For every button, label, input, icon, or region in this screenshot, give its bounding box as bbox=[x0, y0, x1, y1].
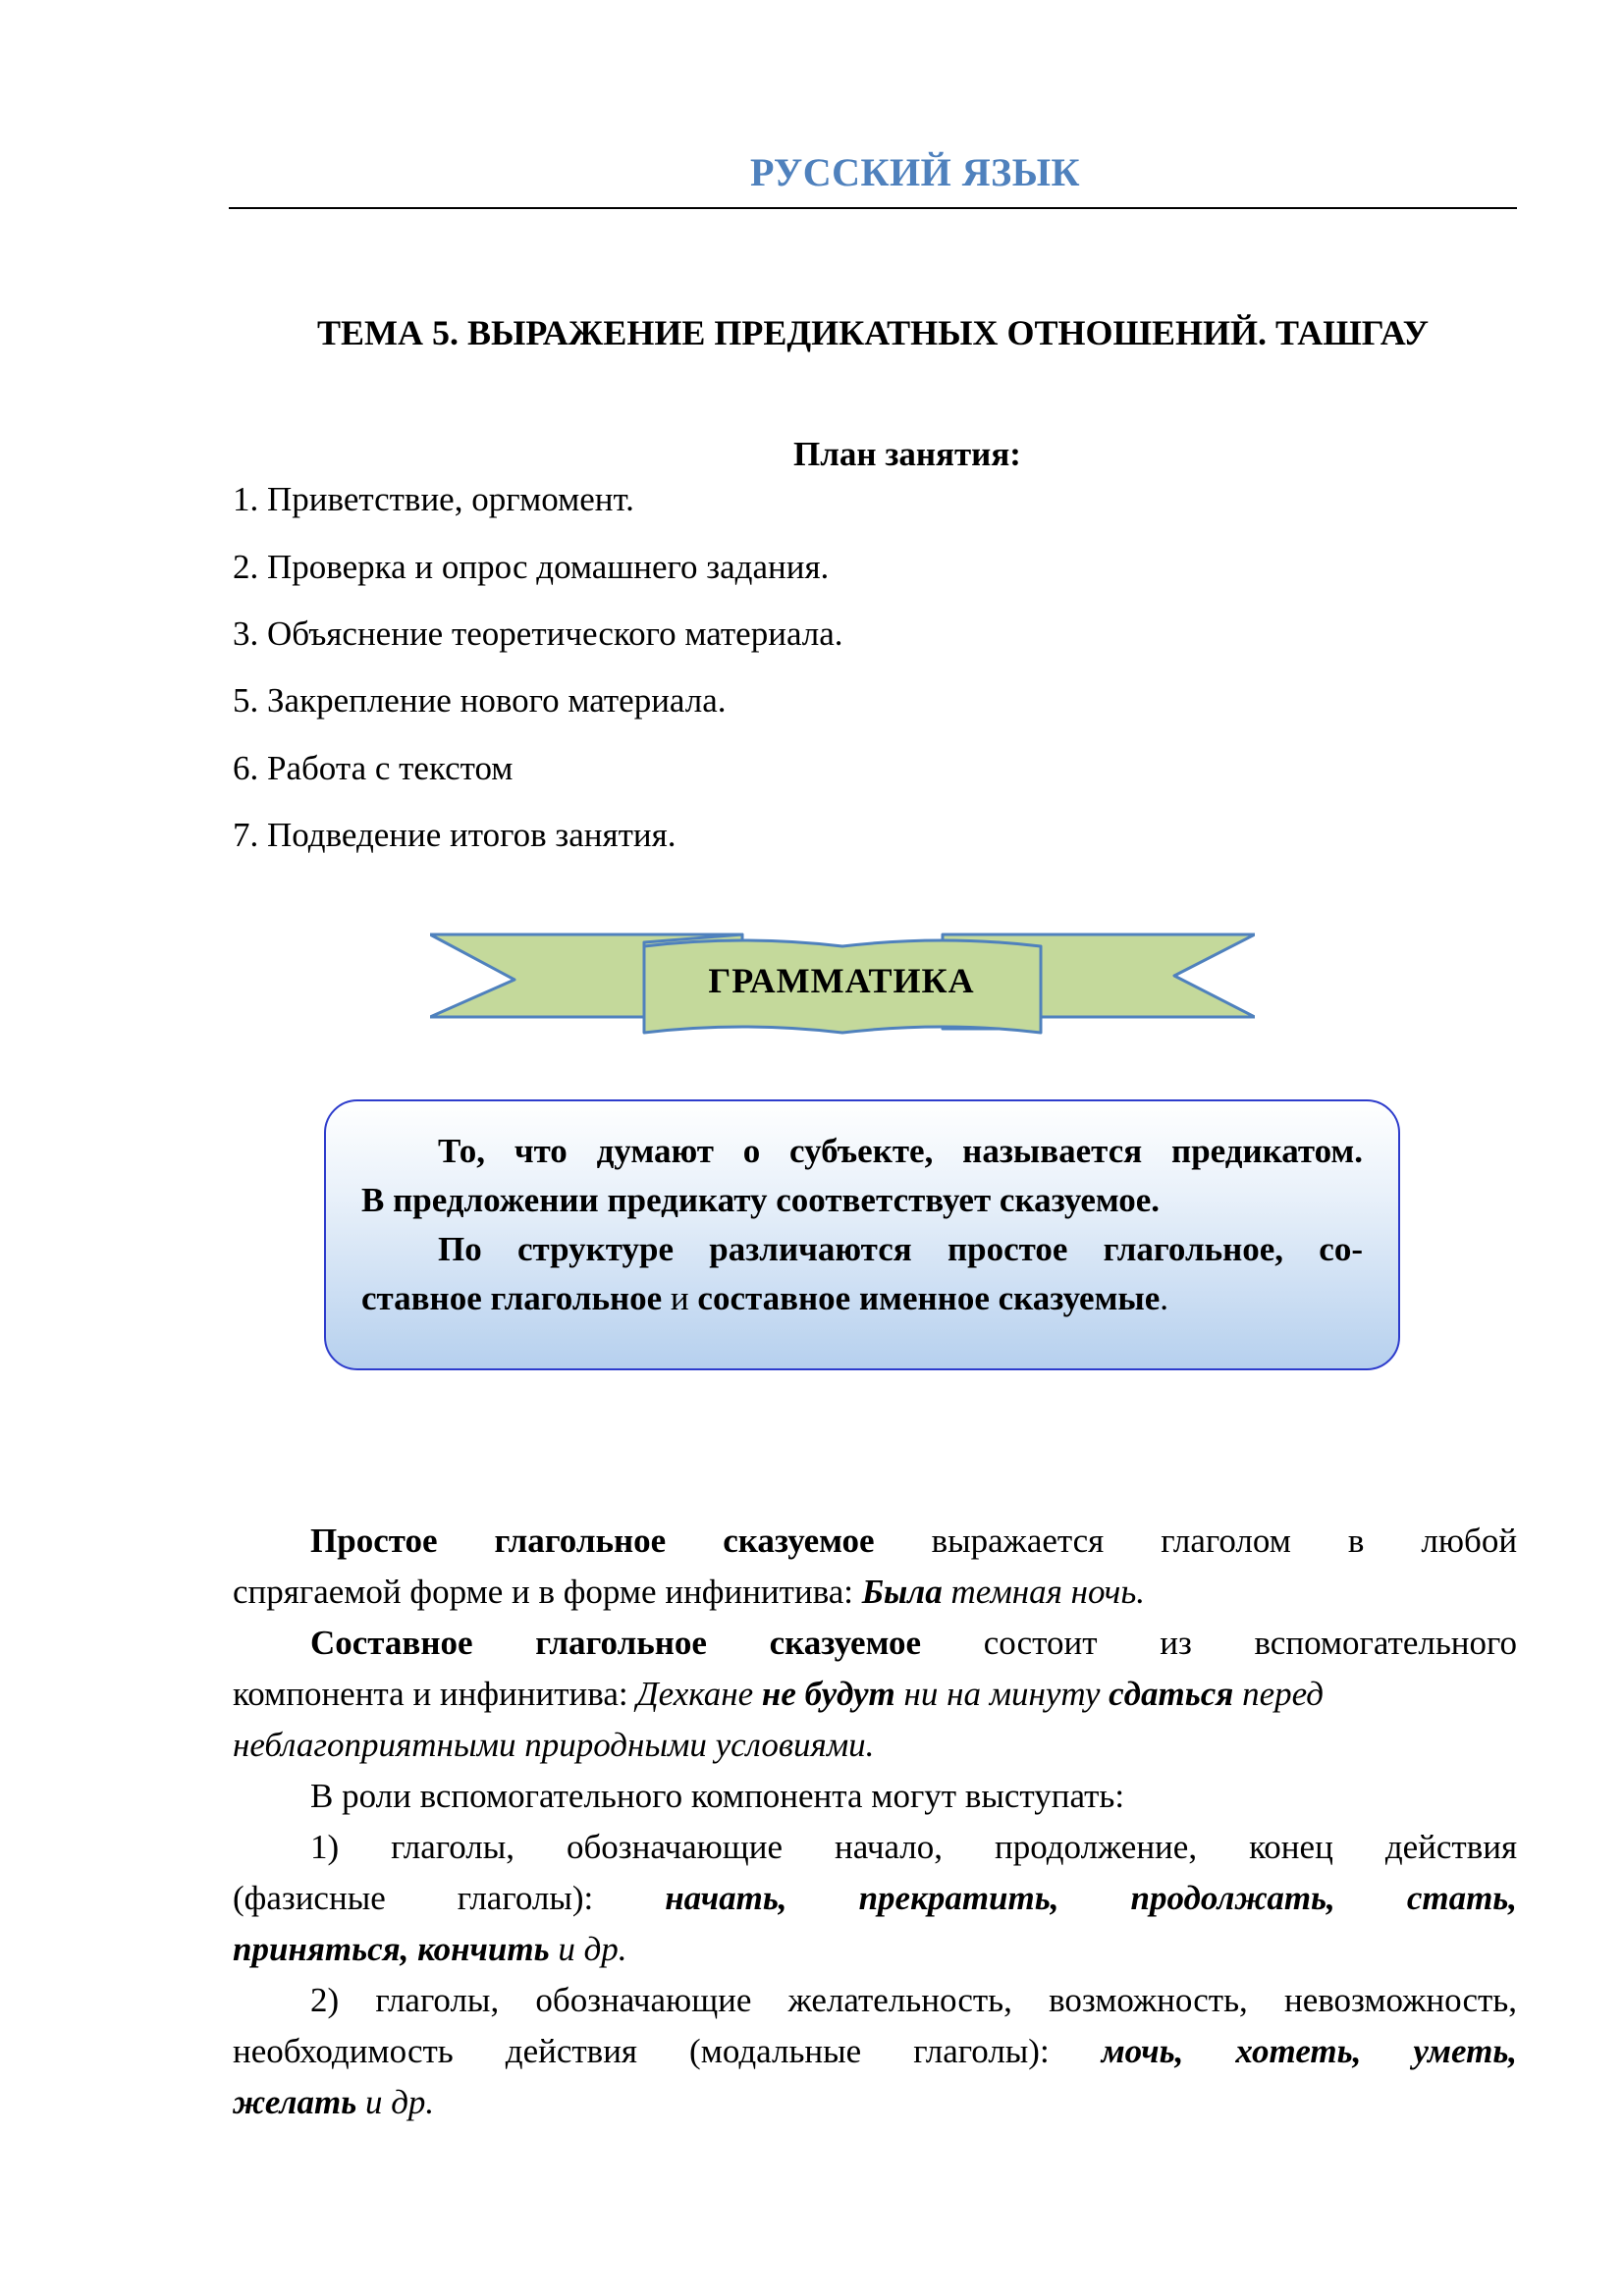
plan-heading: План занятия: bbox=[793, 435, 1021, 473]
plan-item: 2. Проверка и опрос домашнего задания. bbox=[233, 548, 830, 586]
plan-item: 1. Приветствие, оргмомент. bbox=[233, 480, 634, 518]
word: вспомогательного bbox=[1254, 1624, 1518, 1662]
word: любой bbox=[1421, 1522, 1518, 1560]
text: компонента и инфинитива: bbox=[233, 1675, 637, 1713]
term-word: сказуемое bbox=[723, 1522, 875, 1560]
term-word: глагольное bbox=[494, 1522, 667, 1560]
example: темная ночь. bbox=[942, 1573, 1146, 1611]
word: глаголы): bbox=[457, 1879, 594, 1917]
word: в bbox=[1347, 1522, 1365, 1560]
term-word: Составное bbox=[310, 1624, 473, 1662]
plan-item: 7. Подведение итогов занятия. bbox=[233, 816, 677, 854]
definition-line bbox=[361, 1274, 1363, 1323]
period: . bbox=[1160, 1279, 1169, 1317]
example-verb: желать bbox=[233, 2083, 357, 2121]
word: выражается bbox=[931, 1522, 1105, 1560]
example-verb: продолжать, bbox=[1130, 1879, 1335, 1917]
topic-title: ТЕМА 5. ВЫРАЖЕНИЕ ПРЕДИКАТНЫХ ОТНОШЕНИЙ. ТАШГАУ bbox=[317, 313, 1429, 352]
conjunction: и bbox=[662, 1279, 698, 1317]
example: Дехкане bbox=[636, 1675, 762, 1713]
plan-item: 6. Работа с текстом bbox=[233, 749, 514, 787]
word: действия bbox=[505, 2032, 638, 2070]
example-verb: начать, bbox=[665, 1879, 787, 1917]
plan-item: 5. Закрепление нового материала. bbox=[233, 681, 727, 720]
text: спрягаемой форме и в форме инфинитива: bbox=[233, 1573, 862, 1611]
word: действия bbox=[1384, 1828, 1518, 1866]
example-verb: прекратить, bbox=[858, 1879, 1059, 1917]
term-word: Простое bbox=[310, 1522, 438, 1560]
term-word: сказуемое bbox=[769, 1624, 921, 1662]
header-divider bbox=[229, 207, 1517, 209]
term-compound-nominal: составное именное сказуемые bbox=[697, 1279, 1161, 1317]
word: глаголы): bbox=[913, 2032, 1050, 2070]
example-verb: мочь, bbox=[1101, 2032, 1184, 2070]
modal-verbs-line-1: 2) глаголы, обозначающие желательность, возможность, невозможность, bbox=[310, 1981, 1517, 2019]
example-verb: хотеть, bbox=[1235, 2032, 1362, 2070]
term-compound-verbal: ставное глагольное bbox=[361, 1279, 663, 1317]
word: (фазисные bbox=[233, 1879, 386, 1917]
simple-predicate-line-2 bbox=[233, 1567, 1517, 1618]
simple-predicate-line-1 bbox=[310, 1516, 1517, 1567]
compound-verbal-line-1 bbox=[310, 1618, 1517, 1669]
word: состоит bbox=[983, 1624, 1098, 1662]
word: обозначающие bbox=[567, 1828, 783, 1866]
definition-line: То, что думают о субъекте, называется предикатом. bbox=[438, 1132, 1363, 1170]
word: (модальные bbox=[689, 2032, 862, 2070]
compound-verbal-line-2 bbox=[233, 1669, 1517, 1720]
modal-verbs-line-2 bbox=[233, 2026, 1517, 2077]
subject-header: РУССКИЙ ЯЗЫК bbox=[749, 150, 1081, 194]
example: ни на минуту bbox=[894, 1675, 1110, 1713]
word: из bbox=[1160, 1624, 1192, 1662]
word: глаголы, bbox=[391, 1828, 514, 1866]
phase-verbs-line-3 bbox=[233, 1924, 1517, 1975]
example-bold: не будут bbox=[761, 1675, 895, 1713]
example: перед bbox=[1233, 1675, 1324, 1713]
roles-intro: В роли вспомогательного компонента могут выступать: bbox=[310, 1777, 1125, 1815]
modal-verbs-line-3 bbox=[233, 2077, 1517, 2128]
example-bold: сдаться bbox=[1109, 1675, 1234, 1713]
definition-line: В предложении предикату соответствует сказуемое. bbox=[361, 1181, 1161, 1219]
grammar-banner-label: ГРАММАТИКА bbox=[708, 961, 975, 1000]
word: начало, bbox=[835, 1828, 944, 1866]
example-verb: уметь, bbox=[1413, 2032, 1518, 2070]
word: конец bbox=[1249, 1828, 1333, 1866]
definition-line: По структуре различаются простое глагольное, со- bbox=[438, 1230, 1363, 1268]
etc: и др. bbox=[356, 2083, 435, 2121]
example-bold: Была bbox=[861, 1573, 943, 1611]
word: необходимость bbox=[233, 2032, 454, 2070]
definition-box bbox=[324, 1099, 1400, 1370]
etc: и др. bbox=[549, 1930, 627, 1968]
word: продолжение, bbox=[995, 1828, 1198, 1866]
word: глаголом bbox=[1161, 1522, 1291, 1560]
example-verb: стать, bbox=[1406, 1879, 1518, 1917]
phase-verbs-line-1 bbox=[310, 1822, 1517, 1873]
word: 1) bbox=[310, 1828, 340, 1866]
example-verb: приняться, кончить bbox=[233, 1930, 550, 1968]
compound-verbal-line-3: неблагоприятными природными условиями. bbox=[233, 1726, 875, 1764]
term-word: глагольное bbox=[535, 1624, 707, 1662]
plan-item: 3. Объяснение теоретического материала. bbox=[233, 614, 843, 653]
phase-verbs-line-2 bbox=[233, 1873, 1517, 1924]
